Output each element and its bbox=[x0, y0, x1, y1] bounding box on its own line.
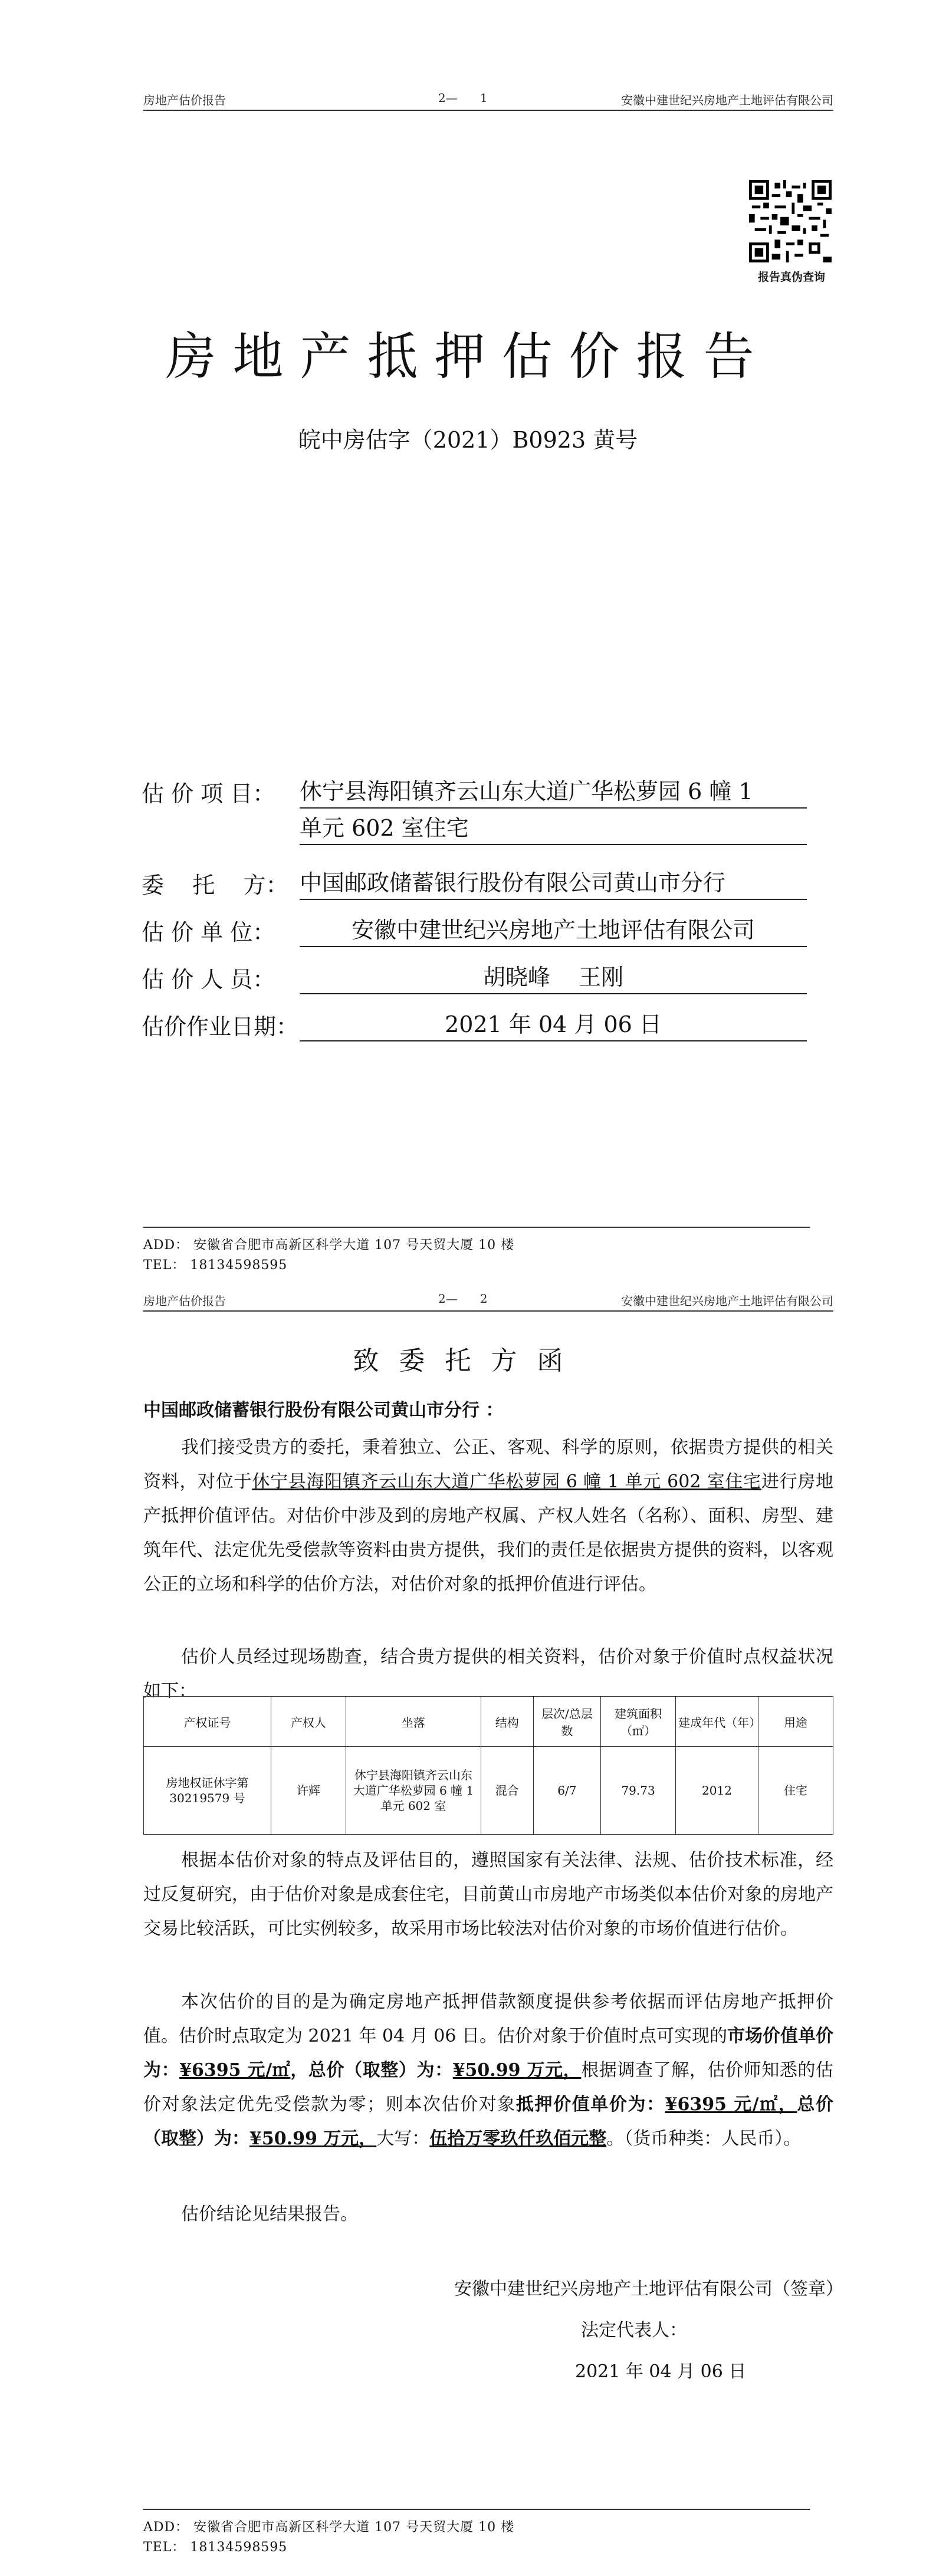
client-value: 中国邮政储蓄银行股份有限公司黄山市分行 bbox=[300, 867, 807, 900]
header-page-number: 2— 2 bbox=[438, 1292, 488, 1306]
footer-address: ADD： 安徽省合肥市高新区科学大道 107 号天贸大厦 10 楼 bbox=[143, 2520, 515, 2535]
market-total-price: ¥50.99 万元， bbox=[452, 2060, 582, 2081]
letter-title: 致委托方函 bbox=[353, 1346, 583, 1376]
running-header bbox=[143, 1289, 833, 1312]
footer-address: ADD： 安徽省合肥市高新区科学大道 107 号天贸大厦 10 楼 bbox=[143, 1238, 515, 1253]
appraiser-unit-value: 安徽中建世纪兴房地产土地评估有限公司 bbox=[300, 914, 807, 947]
table-header-cell: 坐落 bbox=[346, 1697, 481, 1747]
paragraph-valuation-result bbox=[143, 1985, 833, 2156]
table-cell: 79.73 bbox=[601, 1747, 676, 1835]
paragraph-conclusion: 估价结论见结果报告。 bbox=[181, 2204, 358, 2225]
table-cell: 住宅 bbox=[758, 1747, 833, 1835]
market-unit-price: ¥6395 元/㎡ bbox=[179, 2060, 291, 2081]
header-right: 安徽中建世纪兴房地产土地评估有限公司 bbox=[621, 1294, 833, 1308]
table-header-row bbox=[144, 1697, 833, 1747]
p4-text-4: 。（货币种类：人民币）。 bbox=[606, 2128, 802, 2149]
p4-text-1: 本次估价的目的是为确定房地产抵押借款额度提供参考依据而评估房地产抵押价值。估价时点取定为 2021 年 04 月 06 日。估价对象于价值时点可实现的 bbox=[143, 1992, 833, 2046]
table-header-cell: 产权证号 bbox=[144, 1697, 271, 1747]
amount-in-words: 伍拾万零玖仟玖佰元整 bbox=[429, 2128, 607, 2149]
header-right: 安徽中建世纪兴房地产土地评估有限公司 bbox=[621, 93, 833, 107]
table-cell: 2012 bbox=[676, 1747, 758, 1835]
table-header-cell: 结构 bbox=[481, 1697, 533, 1747]
market-total-label: ，总价（取整）为： bbox=[290, 2060, 453, 2081]
paragraph-survey: 估价人员经过现场勘查，结合贵方提供的相关资料，估价对象于价值时点权益状况如下： bbox=[143, 1647, 833, 1701]
footer-tel: TEL： 18134598595 bbox=[143, 2540, 288, 2555]
table-header-cell: 建成年代（年） bbox=[676, 1697, 758, 1747]
report-title: 房地产抵押估价报告 bbox=[165, 327, 771, 386]
paragraph-commission bbox=[143, 1431, 833, 1602]
qr-caption: 报告真伪查询 bbox=[757, 271, 825, 284]
report-cover-page bbox=[0, 0, 936, 1283]
running-header bbox=[143, 88, 833, 111]
report-reference-number: 皖中房估字（2021）B0923 黄号 bbox=[298, 427, 638, 453]
signature-company: 安徽中建世纪兴房地产土地评估有限公司（签章） bbox=[454, 2279, 843, 2299]
table-cell: 房地权证休字第 30219579 号 bbox=[144, 1747, 271, 1835]
appraiser-unit-label: 估 价 单 位： bbox=[142, 919, 275, 945]
signature-date: 2021 年 04 月 06 日 bbox=[575, 2361, 747, 2382]
appraisers-label: 估 价 人 员： bbox=[142, 967, 275, 993]
table-header-cell: 层次/总层数 bbox=[533, 1697, 600, 1747]
mortgage-unit-price: ¥6395 元/㎡， bbox=[665, 2094, 797, 2115]
p1-text-b: 进行房地产抵押价值评估。对估价中涉及到的房地产权属、产权人姓名（名称）、面积、房型、建筑年代、法定优先受偿款等资料由贵方提供，我们的责任是依据贵方提供的资料，以客观公正的立场和科学的估价方法，对估价对象的抵押价值进行评估。 bbox=[143, 1471, 834, 1595]
p1-property-address: 休宁县海阳镇齐云山东大道广华松萝园 6 幢 1 单元 602 室住宅 bbox=[252, 1471, 761, 1492]
mortgage-total-label: 总价（取整）为： bbox=[143, 2094, 834, 2149]
market-unit-price-label: 市场价值单价为： bbox=[143, 2026, 833, 2081]
footer-rule bbox=[143, 1227, 810, 1228]
mortgage-unit-price-label: 抵押价值单价为： bbox=[515, 2094, 665, 2115]
header-left: 房地产估价报告 bbox=[143, 93, 226, 107]
table-row bbox=[144, 1747, 833, 1835]
property-rights-table bbox=[143, 1696, 833, 1835]
date-value: 2021 年 04 月 06 日 bbox=[300, 1008, 807, 1041]
table-header-cell: 用途 bbox=[758, 1697, 833, 1747]
p4-text-3: 大写： bbox=[376, 2128, 430, 2149]
header-left: 房地产估价报告 bbox=[143, 1294, 226, 1308]
table-cell: 休宁县海阳镇齐云山东大道广华松萝园 6 幢 1 单元 602 室 bbox=[346, 1747, 481, 1835]
client-label: 委 托 方： bbox=[142, 872, 288, 898]
paragraph-methodology: 根据本估价对象的特点及评估目的，遵照国家有关法律、法规、估价技术标准，经过反复研究，由于估价对象是成套住宅，目前黄山市房地产市场类似本估价对象的房地产交易比较活跃，可比实例较多，故采用市场比较法对估价对象的市场价值进行估价。 bbox=[143, 1850, 833, 1939]
project-value: 休宁县海阳镇齐云山东大道广华松萝园 6 幢 1 bbox=[300, 776, 807, 809]
p1-text-a: 我们接受贵方的委托，秉着独立、公正、客观、科学的原则，依据贵方提供的相关资料，对位于 bbox=[143, 1437, 833, 1492]
table-cell: 混合 bbox=[481, 1747, 533, 1835]
header-page-number: 2— 1 bbox=[438, 91, 488, 105]
letter-page bbox=[0, 1283, 936, 2576]
table-header-cell: 建筑面积（㎡） bbox=[601, 1697, 676, 1747]
table-header-cell: 产权人 bbox=[271, 1697, 346, 1747]
p4-text-2: 根据调查了解，估价师知悉的估价对象法定优先受偿款为零；则本次估价对象 bbox=[143, 2060, 834, 2115]
letter-addressee: 中国邮政储蓄银行股份有限公司黄山市分行 ： bbox=[143, 1400, 504, 1421]
mortgage-total-price: ¥50.99 万元， bbox=[249, 2128, 377, 2149]
signature-legal-representative: 法定代表人： bbox=[581, 2320, 687, 2341]
footer-rule bbox=[143, 2509, 810, 2510]
appraisers-value: 胡晓峰 王刚 bbox=[300, 961, 807, 994]
qr-code-icon[interactable] bbox=[749, 180, 832, 262]
footer-tel: TEL： 18134598595 bbox=[143, 1258, 288, 1273]
table-cell: 6/7 bbox=[533, 1747, 600, 1835]
date-label: 估价作业日期： bbox=[142, 1014, 299, 1040]
table-cell: 许辉 bbox=[271, 1747, 346, 1835]
project-label: 估 价 项 目： bbox=[142, 781, 275, 807]
project-value-continued: 单元 602 室住宅 bbox=[300, 812, 807, 845]
